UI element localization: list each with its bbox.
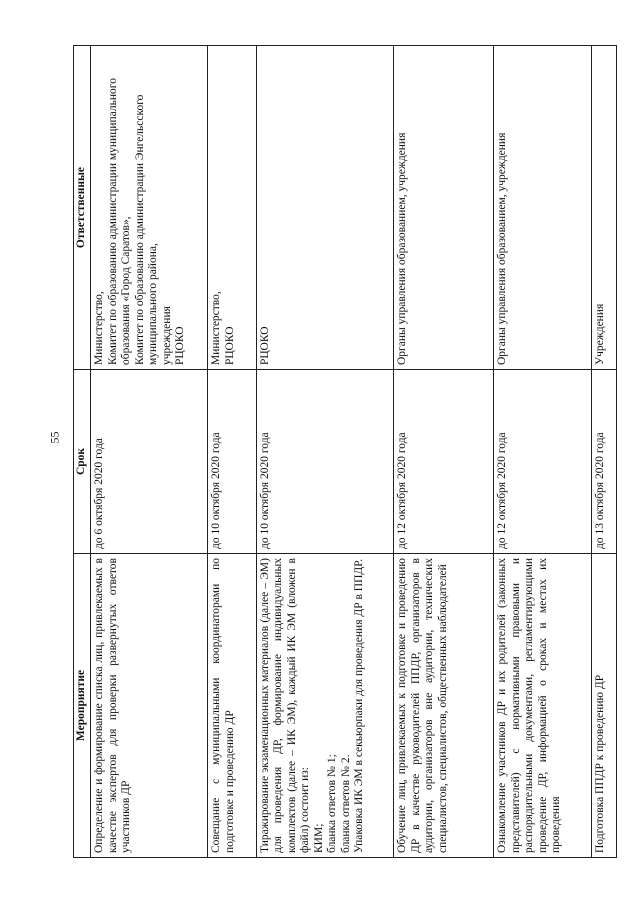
header-responsible: Ответственные <box>74 46 91 370</box>
schedule-table <box>73 45 617 858</box>
responsible-text: РЦОКО <box>174 326 186 365</box>
deadline-cell: до 12 октября 2020 года <box>494 370 592 554</box>
responsible-text: Министерство, <box>93 291 105 365</box>
event-cell <box>208 554 256 858</box>
deadline-cell: до 10 октября 2020 года <box>208 370 256 554</box>
responsible-text: учреждения <box>160 306 173 365</box>
event-text: Совещание с муниципальными координаторами по подготовке и проведению ДР <box>210 558 236 853</box>
table-row <box>208 46 256 858</box>
event-text: КИМ; <box>312 823 325 853</box>
responsible-text: Комитет по образованию администрации муниципального образования «Город Саратов», <box>106 78 132 365</box>
event-cell <box>494 554 592 858</box>
responsible-cell <box>208 46 256 370</box>
responsible-text: Учреждения <box>594 303 607 365</box>
responsible-text: Органы управления образованием, учреждения <box>496 132 509 365</box>
responsible-cell <box>91 46 208 370</box>
event-text: Упаковка ИК ЭМ в секьюрпаки для проведения ДР в ППДР. <box>353 558 365 853</box>
deadline-cell: до 10 октября 2020 года <box>256 370 394 554</box>
responsible-text: Органы управления образованием, учреждения <box>396 132 409 365</box>
deadline-cell: до 12 октября 2020 года <box>394 370 494 554</box>
table-row <box>592 46 617 858</box>
header-deadline: Срок <box>74 370 91 554</box>
event-text: Тиражирование экзаменационных материалов (далее – ЭМ) для проведения ДР, формирование индивидуальных комплектов (далее – ИК ЭМ), каждый ИК ЭМ (вложен в файл) состоит из: <box>258 558 311 853</box>
responsible-cell <box>256 46 394 370</box>
responsible-text: Комитет по образованию администрации Энгельсского муниципального района, <box>133 94 159 365</box>
event-text: Обучение лиц, привлекаемых к подготовке и проведению ДР в качестве руководителей ППДР, организаторов в аудитории, организаторов вне аудитории, технических специалистов, специалистов, общественных наблюдателей <box>396 558 449 853</box>
responsible-cell <box>592 46 617 370</box>
event-cell <box>256 554 394 858</box>
event-text: бланка ответов № 1; <box>326 754 338 853</box>
table-row <box>394 46 494 858</box>
responsible-text: РЦОКО <box>223 326 236 365</box>
header-event: Мероприятие <box>74 554 91 858</box>
responsible-text: РЦОКО <box>258 326 271 365</box>
event-text: Подготовка ППДР к проведению ДР <box>594 674 607 853</box>
event-cell <box>91 554 208 858</box>
schedule-table-rotated <box>73 46 617 858</box>
event-text: Определение и формирование списка лиц, привлекаемых в качестве экспертов для проверки развернутых ответов участников ДР <box>93 558 132 853</box>
page-number: 55 <box>47 431 62 444</box>
deadline-cell: до 6 октября 2020 года <box>91 370 208 554</box>
responsible-text: Министерство, <box>210 291 223 365</box>
table-row <box>91 46 208 858</box>
table-frame <box>73 46 617 858</box>
table-header-row <box>74 46 91 858</box>
table-row <box>494 46 592 858</box>
event-cell <box>394 554 494 858</box>
responsible-cell <box>394 46 494 370</box>
table-row <box>256 46 394 858</box>
event-cell <box>592 554 617 858</box>
deadline-cell: до 13 октября 2020 года <box>592 370 617 554</box>
event-text: Ознакомление участников ДР и их родителей (законных представителей) с нормативными правовыми и распорядительными документами, регламентирующими проведение ДР, информацией о сроках и местах их проведения <box>496 558 563 853</box>
event-text: бланка ответов № 2. <box>339 754 352 853</box>
responsible-cell <box>494 46 592 370</box>
